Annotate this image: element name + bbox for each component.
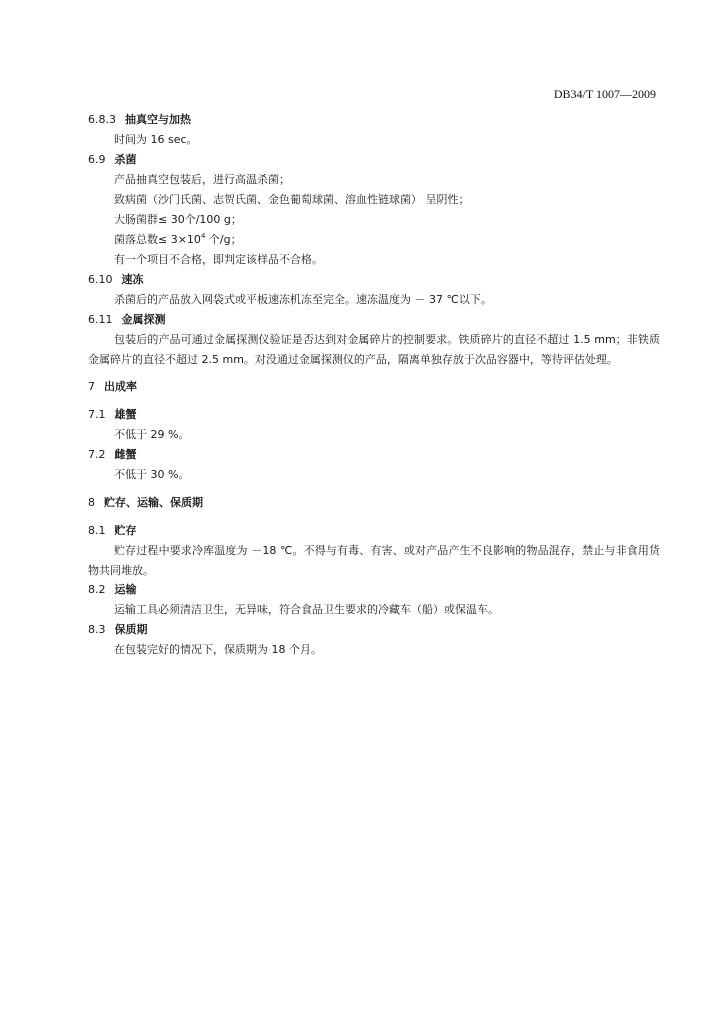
section-title: 金属探测 xyxy=(121,313,166,326)
section-heading-6-10 xyxy=(88,270,660,290)
section-title: 杀菌 xyxy=(114,153,137,166)
section-number: 7.1 xyxy=(88,408,106,421)
section-title: 贮存 xyxy=(114,524,137,537)
section-title: 雌蟹 xyxy=(114,448,137,461)
paragraph: 时间为 16 sec。 xyxy=(114,133,198,146)
paragraph: 产品抽真空包装后，进行高温杀菌； xyxy=(114,173,290,186)
text-run: 个/g； xyxy=(205,233,242,246)
section-number: 7 xyxy=(88,380,95,393)
paragraph: 大肠菌群≤ 30个/100 g； xyxy=(114,213,242,226)
chapter-heading-8 xyxy=(88,493,660,513)
paragraph: 致病菌（沙门氏菌、志贺氏菌、金色葡萄球菌、溶血性链球菌） 呈阴性； xyxy=(114,193,470,206)
paragraph: 运输工具必须清洁卫生，无异味，符合食品卫生要求的冷藏车（船）或保温车。 xyxy=(114,603,499,616)
text-run: 菌落总数≤ 3×10 xyxy=(114,233,201,246)
section-number: 8.3 xyxy=(88,623,106,636)
section-title: 速冻 xyxy=(121,273,144,286)
section-heading-8-1 xyxy=(88,521,660,541)
section-heading-6-9 xyxy=(88,150,660,170)
section-title: 雄蟹 xyxy=(114,408,137,421)
section-number: 6.8.3 xyxy=(88,113,116,126)
section-number: 7.2 xyxy=(88,448,106,461)
paragraph: 包装后的产品可通过金属探测仪验证是否达到对金属碎片的控制要求。铁质碎片的直径不超过 1.5 mm；非铁质金属碎片的直径不超过 2.5 mm。对没通过金属探测仪的产品，隔离单独存放于次品容器中，等待评估处理。 xyxy=(88,333,660,366)
section-title: 出成率 xyxy=(104,380,137,393)
section-number: 6.9 xyxy=(88,153,106,166)
section-heading-6-8-3 xyxy=(88,110,660,130)
document-code: DB34/T 1007—2009 xyxy=(553,87,656,101)
section-title: 运输 xyxy=(114,583,137,596)
section-number: 8.1 xyxy=(88,524,106,537)
paragraph-colony-count xyxy=(88,230,660,250)
section-title: 贮存、运输、保质期 xyxy=(104,496,203,509)
section-number: 6.10 xyxy=(88,273,113,286)
document-body xyxy=(88,110,660,660)
section-title: 保质期 xyxy=(114,623,148,636)
section-number: 8.2 xyxy=(88,583,106,596)
section-title: 抽真空与加热 xyxy=(125,113,191,126)
section-heading-8-3 xyxy=(88,620,660,640)
section-number: 6.11 xyxy=(88,313,113,326)
chapter-heading-7 xyxy=(88,377,660,397)
section-heading-7-2 xyxy=(88,445,660,465)
section-heading-7-1 xyxy=(88,405,660,425)
superscript: 4 xyxy=(200,232,206,240)
paragraph: 不低于 30 %。 xyxy=(114,468,190,481)
paragraph: 有一个项目不合格，即判定该样品不合格。 xyxy=(114,253,323,266)
section-heading-6-11 xyxy=(88,310,660,330)
section-number: 8 xyxy=(88,496,95,509)
paragraph: 在包装完好的情况下，保质期为 18 个月。 xyxy=(114,643,322,656)
section-heading-8-2 xyxy=(88,580,660,600)
paragraph: 不低于 29 %。 xyxy=(114,428,190,441)
paragraph: 贮存过程中要求冷库温度为 －18 ℃。不得与有毒、有害、或对产品产生不良影响的物品混存，禁止与非食用货物共同堆放。 xyxy=(88,544,660,577)
paragraph: 杀菌后的产品放入网袋式或平板速冻机冻至完全。速冻温度为 － 37 ℃以下。 xyxy=(114,293,492,306)
